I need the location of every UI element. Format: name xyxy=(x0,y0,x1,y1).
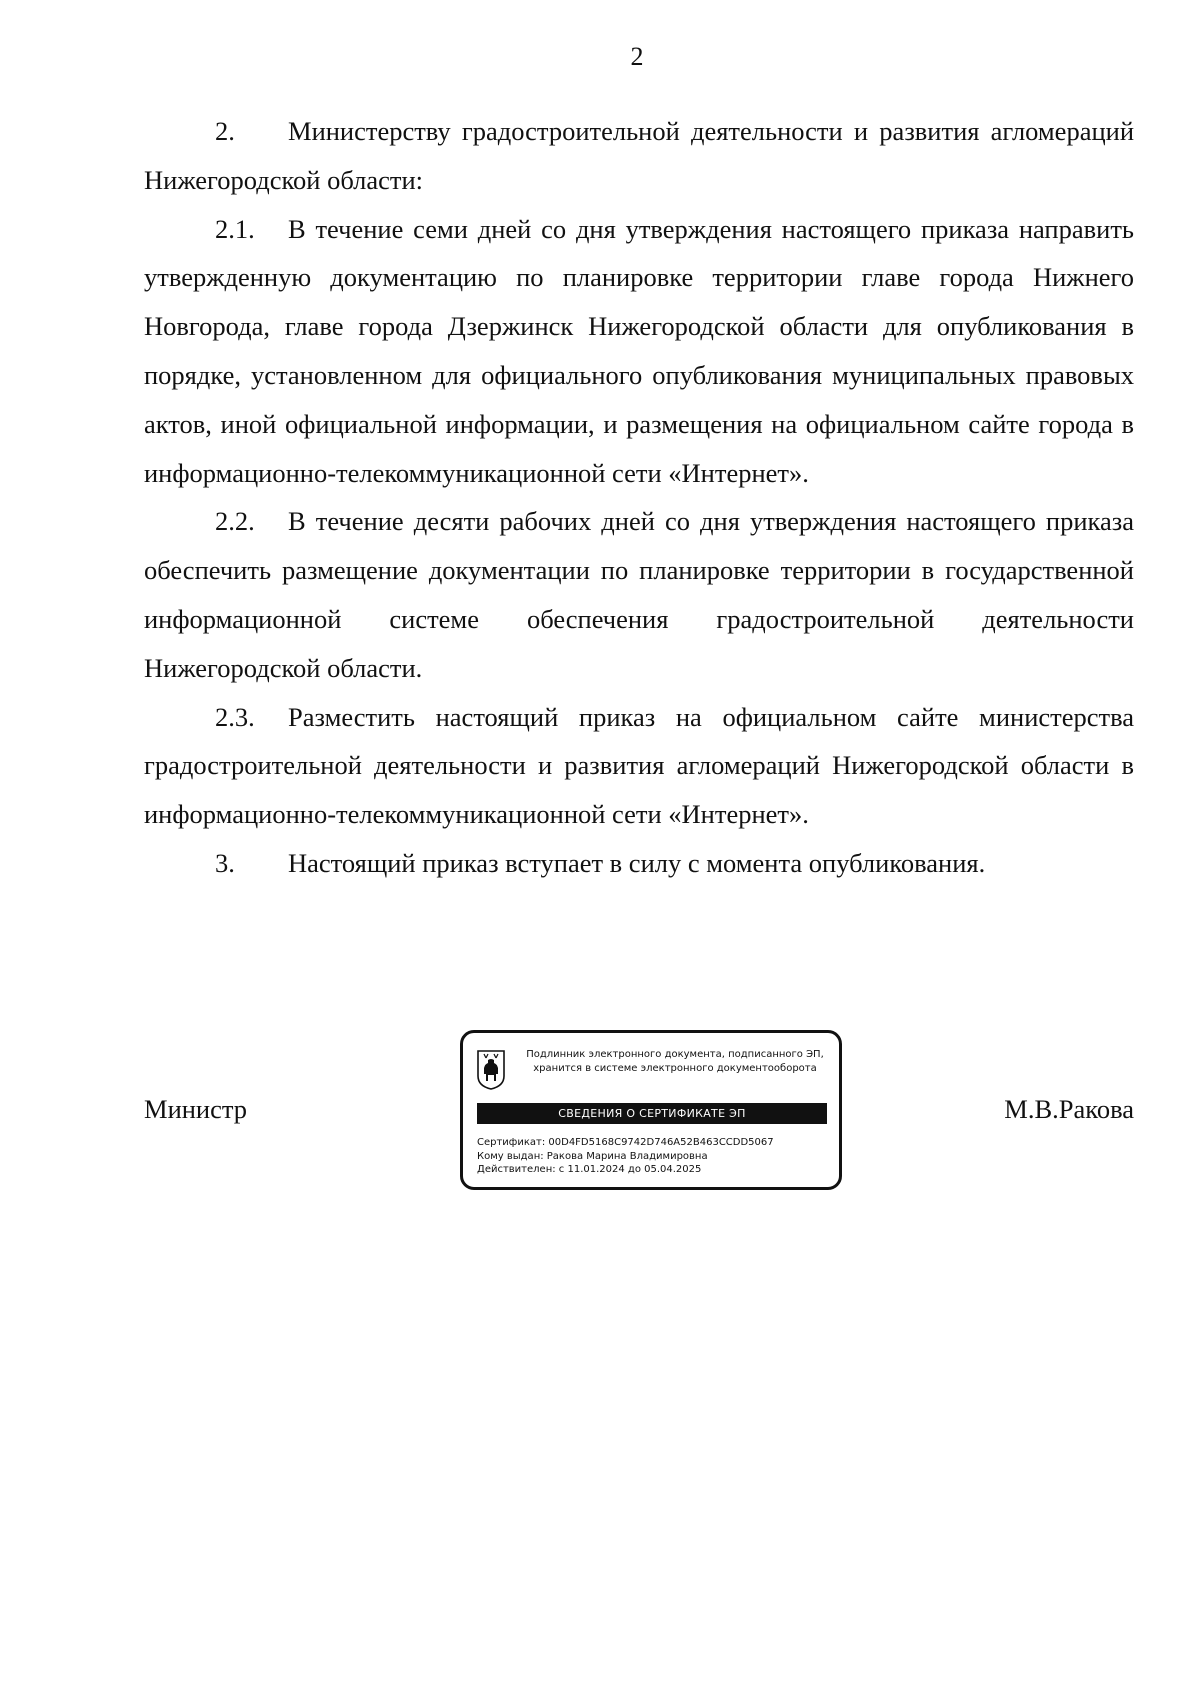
paragraph-text: Разместить настоящий приказ на официальном сайте министерства градостроительной деятельности и развития агломераций Нижегородской области в информационно-телекоммуникационной сети «Интернет». xyxy=(144,701,1134,830)
page-number: 2 xyxy=(630,42,644,71)
paragraph-text: В течение семи дней со дня утверждения настоящего приказа направить утвержденную документацию по планировке территории главе города Нижнего Новгорода, главе города Дзержинск Нижегородской области для опубликования в порядке, установленном для официального опубликования муниципальных правовых актов, иной официальной информации, и размещения на официальном сайте города в информационно-телекоммуникационной сети «Интернет». xyxy=(144,213,1134,488)
paragraph-2-2 xyxy=(144,497,1134,692)
paragraph-text: В течение десяти рабочих дней со дня утверждения настоящего приказа обеспечить размещение документации по планировке территории в государственной информационной системе обеспечения градостроительной деятельности Нижегородской области. xyxy=(144,506,1134,683)
paragraph-number: 2. xyxy=(215,116,235,146)
paragraph-number: 2.3. xyxy=(215,701,255,732)
stamp-header-line: хранится в системе электронного документооборота xyxy=(533,1063,817,1074)
electronic-signature-stamp xyxy=(460,1030,842,1190)
signer-name: М.В.Ракова xyxy=(1004,1094,1134,1124)
paragraph-text: Министерству градостроительной деятельности и развития агломераций Нижегородской области: xyxy=(144,116,1134,195)
certificate-details xyxy=(477,1136,829,1177)
paragraph-3 xyxy=(144,839,1134,888)
paragraph-2-3 xyxy=(144,693,1134,839)
paragraph-2 xyxy=(144,107,1134,205)
certificate-owner: Кому выдан: Ракова Марина Владимировна xyxy=(477,1150,708,1162)
certificate-number: Сертификат: 00D4FD5168C9742D746A52B463CCDD5067 xyxy=(477,1137,774,1148)
paragraph-number: 2.1. xyxy=(215,213,255,244)
paragraph-number: 3. xyxy=(215,847,235,878)
stamp-header-line: Подлинник электронного документа, подписанного ЭП, xyxy=(526,1049,824,1060)
stamp-header xyxy=(515,1048,835,1076)
coat-of-arms-icon xyxy=(477,1050,505,1090)
paragraph-number: 2.2. xyxy=(215,506,255,537)
certificate-validity: Действителен: с 11.01.2024 до 05.04.2025 xyxy=(477,1164,702,1175)
document-body xyxy=(144,107,1134,888)
paragraph-2-1 xyxy=(144,205,1134,498)
signer-title: Министр xyxy=(144,1094,248,1124)
paragraph-text: Настоящий приказ вступает в силу с момента опубликования. xyxy=(288,847,986,878)
stamp-banner: СВЕДЕНИЯ О СЕРТИФИКАТЕ ЭП xyxy=(477,1103,827,1124)
